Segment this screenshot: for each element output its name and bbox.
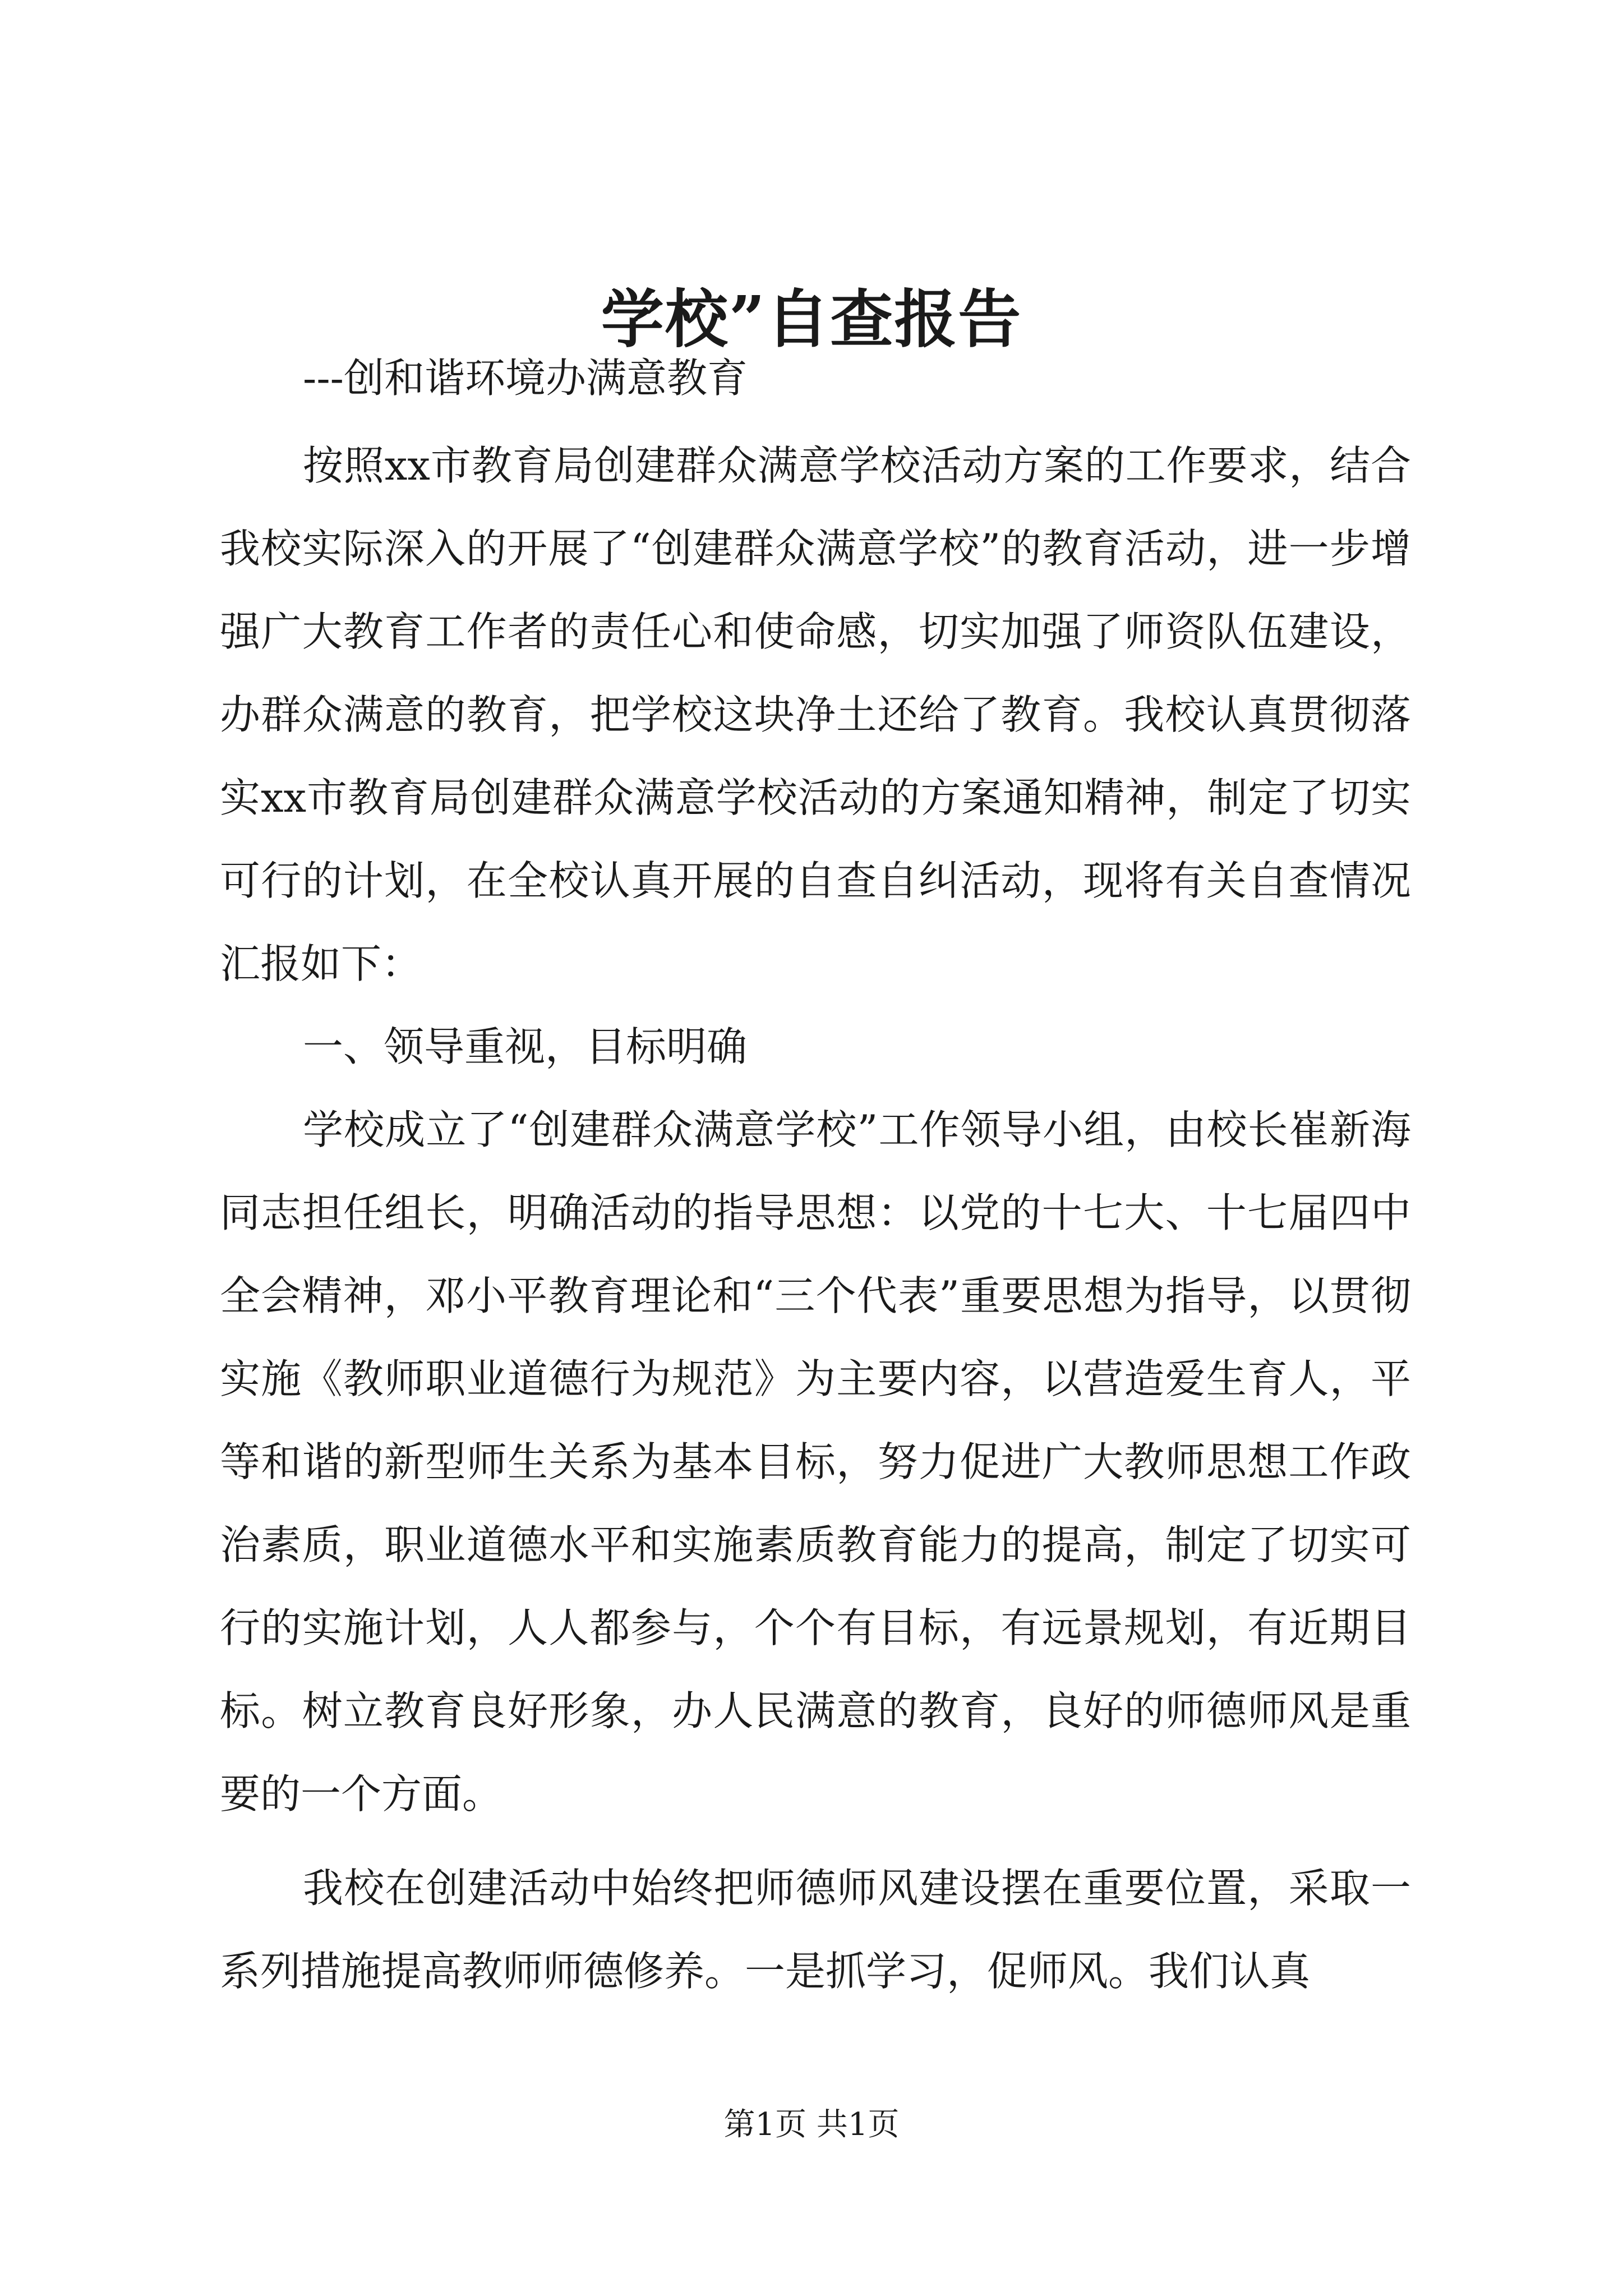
document-title: 学校”自查报告 bbox=[601, 283, 1022, 356]
paragraph-leadership: 学校成立了“创建群众满意学校”工作领导小组，由校长崔新海同志担任组长，明确活动的指导思想：以党的十七大、十七届四中全会精神，邓小平教育理论和“三个代表”重要思想为指导，以贯彻实施《教师职业道德行为规范》为主要内容，以营造爱生育人，平等和谐的新型师生关系为基本目标，努力促进广大教师思想工作政治素质，职业道德水平和实施素质教育能力的提高，制定了切实可行的实施计划，人人都参与，个个有目标，有远景规划，有近期目标。树立教育良好形象，办人民满意的教育，良好的师德师风是重要的一个方面。 bbox=[220, 1106, 1411, 1818]
page-number-footer: 第1页 共1页 bbox=[723, 2106, 900, 2143]
document-body bbox=[220, 424, 1411, 2013]
paragraph-intro: 按照xx市教育局创建群众满意学校活动方案的工作要求，结合我校实际深入的开展了“创建群众满意学校”的教育活动，进一步增强广大教育工作者的责任心和使命感，切实加强了师资队伍建设，办群众满意的教育，把学校这块净土还给了教育。我校认真贯彻落实xx市教育局创建群众满意学校活动的方案通知精神，制定了切实可行的计划，在全校认真开展的自查自纠活动，现将有关自查情况汇报如下： bbox=[220, 442, 1411, 987]
section-heading-1: 一、领导重视，目标明确 bbox=[303, 1023, 748, 1070]
paragraph-teacher-ethics: 我校在创建活动中始终把师德师风建设摆在重要位置，采取一系列措施提高教师师德修养。一是抓学习，促师风。我们认真 bbox=[220, 1865, 1411, 1995]
document-subtitle: ---创和谐环境办满意教育 bbox=[303, 355, 748, 402]
